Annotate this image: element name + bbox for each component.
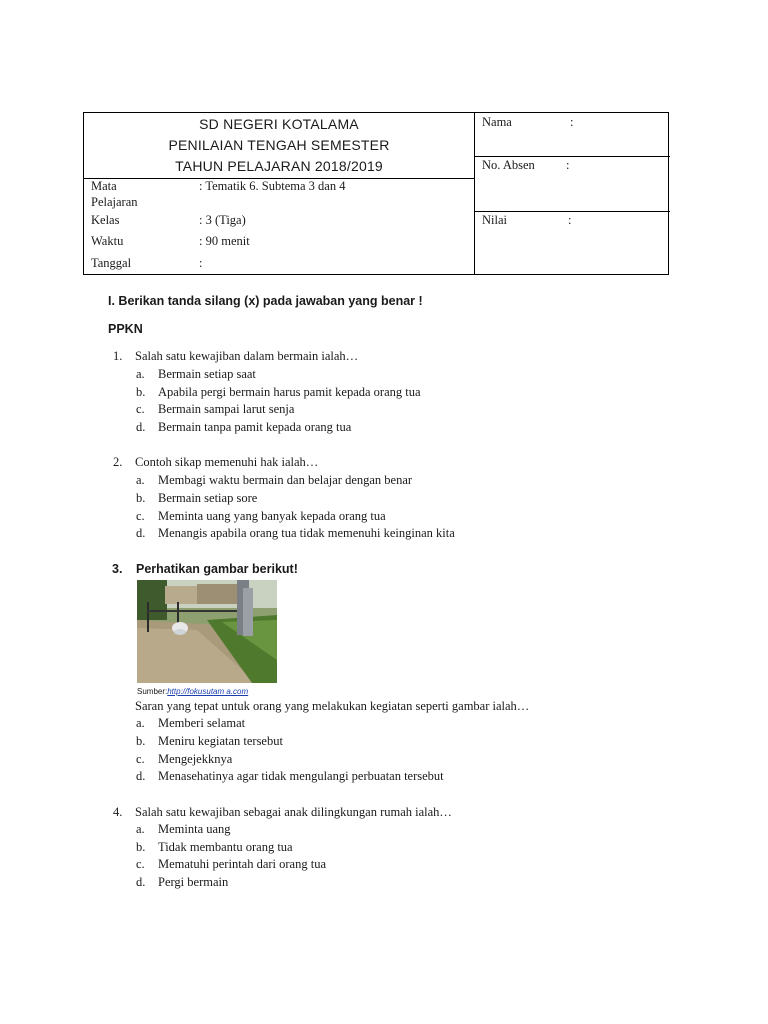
time-value: : 90 menit (199, 234, 250, 248)
question-text: Salah satu kewajiban sebagai anak dilingkungan rumah ialah… (135, 805, 452, 819)
option-letter[interactable]: d. (136, 875, 146, 889)
option-text[interactable]: Tidak membantu orang tua (158, 840, 293, 854)
photo-source (137, 687, 248, 696)
option-letter[interactable]: b. (136, 734, 146, 748)
option-text[interactable]: Membagi waktu bermain dan belajar dengan benar (158, 473, 413, 487)
source-link[interactable]: http://fokusutam a.com (167, 687, 249, 696)
class-label: Kelas (91, 213, 120, 227)
exam-title: PENILAIAN TENGAH SEMESTER (168, 137, 390, 153)
option-text[interactable]: Meminta uang yang banyak kepada orang tua (158, 509, 386, 523)
score-label: Nilai (482, 213, 507, 227)
option-text[interactable]: Bermain sampai larut senja (158, 402, 295, 416)
subject-label-2: Pelajaran (91, 195, 138, 209)
class-value: : 3 (Tiga) (199, 213, 246, 227)
question-number: 1. (113, 349, 123, 363)
option-text[interactable]: Mematuhi perintah dari orang tua (158, 857, 326, 871)
question-number: 4. (113, 805, 123, 819)
name-label: Nama (482, 115, 512, 129)
option-text[interactable]: Bermain setiap sore (158, 491, 258, 505)
option-letter[interactable]: d. (136, 769, 146, 783)
academic-year: TAHUN PELAJARAN 2018/2019 (175, 158, 383, 174)
option-text[interactable]: Memberi selamat (158, 716, 246, 730)
subject-label: Mata (91, 179, 117, 193)
question-text: Perhatikan gambar berikut! (136, 562, 298, 576)
absent-no-label: No. Absen (482, 158, 535, 172)
option-letter[interactable]: a. (136, 822, 145, 836)
option-text[interactable]: Meniru kegiatan tersebut (158, 734, 283, 748)
question-number: 3. (112, 562, 123, 576)
question-text: Saran yang tepat untuk orang yang melakukan kegiatan seperti gambar ialah… (135, 699, 530, 713)
question-text: Contoh sikap memenuhi hak ialah… (135, 455, 319, 469)
option-letter[interactable]: b. (136, 840, 146, 854)
option-text[interactable]: Menasehatinya agar tidak mengulangi perbuatan tersebut (158, 769, 444, 783)
date-label: Tanggal (91, 256, 132, 270)
option-letter[interactable]: c. (136, 752, 145, 766)
option-letter[interactable]: c. (136, 857, 145, 871)
option-text[interactable]: Bermain tanpa pamit kepada orang tua (158, 420, 352, 434)
option-text[interactable]: Apabila pergi bermain harus pamit kepada orang tua (158, 385, 421, 399)
option-letter[interactable]: d. (136, 526, 146, 540)
option-letter[interactable]: b. (136, 491, 146, 505)
question-number: 2. (113, 455, 123, 469)
time-label: Waktu (91, 234, 124, 248)
source-label: Sumber: (137, 687, 168, 696)
question-photo (137, 580, 277, 683)
header-table (83, 112, 669, 275)
option-letter[interactable]: c. (136, 509, 145, 523)
header-divider (474, 211, 670, 212)
question-text: Salah satu kewajiban dalam bermain ialah… (135, 349, 359, 363)
date-value: : (199, 256, 203, 270)
name-field[interactable]: : (570, 115, 574, 129)
score-field[interactable]: : (568, 213, 572, 227)
option-letter[interactable]: a. (136, 367, 145, 381)
instruction-heading: I. Berikan tanda silang (x) pada jawaban yang benar ! (108, 294, 423, 308)
subject-heading: PPKN (108, 322, 143, 336)
option-text[interactable]: Meminta uang (158, 822, 231, 836)
option-text[interactable]: Menangis apabila orang tua tidak memenuhi keinginan kita (158, 526, 455, 540)
option-letter[interactable]: c. (136, 402, 145, 416)
header-divider (474, 113, 475, 274)
subject-value: : Tematik 6. Subtema 3 dan 4 (199, 179, 346, 193)
option-letter[interactable]: a. (136, 716, 145, 730)
option-text[interactable]: Mengejekknya (158, 752, 233, 766)
school-name: SD NEGERI KOTALAMA (199, 116, 359, 132)
option-letter[interactable]: a. (136, 473, 145, 487)
option-text[interactable]: Bermain setiap saat (158, 367, 256, 381)
absent-no-field[interactable]: : (566, 158, 570, 172)
option-letter[interactable]: d. (136, 420, 146, 434)
header-divider (474, 156, 670, 157)
option-text[interactable]: Pergi bermain (158, 875, 229, 889)
option-letter[interactable]: b. (136, 385, 146, 399)
